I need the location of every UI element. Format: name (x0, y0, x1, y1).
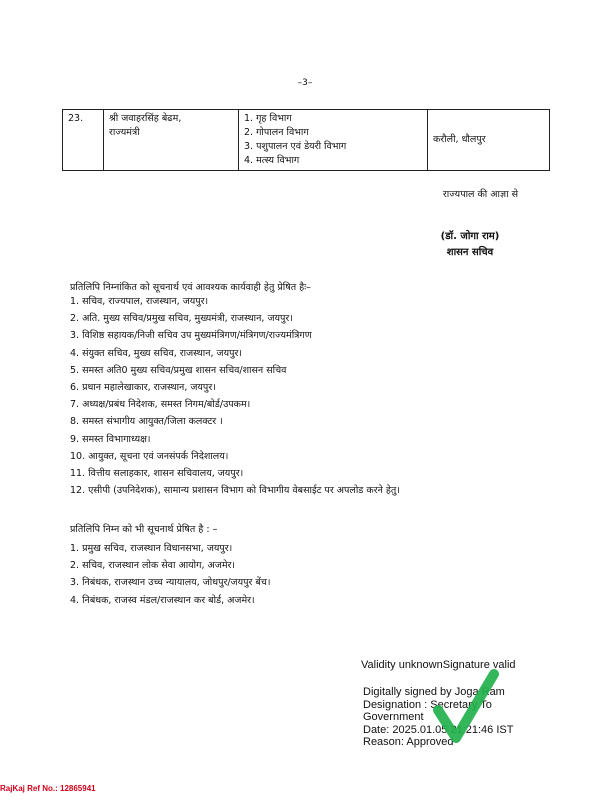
signature-line: Government (363, 711, 424, 724)
signatory-designation: शासन सचिव (446, 247, 494, 258)
minister-title: राज्यमंत्री (109, 127, 140, 138)
recipient-list (70, 293, 400, 499)
department-item: 2. गोपालन विभाग (244, 127, 309, 138)
list-item: 9. समस्त विभागाध्यक्ष। (70, 433, 151, 445)
list-item: 4. संयुक्त सचिव, मुख्य सचिव, राजस्थान, जयपुर। (70, 347, 242, 359)
department-item: 4. मत्स्य विभाग (244, 155, 300, 166)
departments-cell (239, 110, 428, 171)
list-item: 3. विशिष्ठ सहायक/निजी सचिव उप मुख्यमंत्रिगण/मंत्रिगण/राज्यमंत्रिगण (70, 330, 312, 342)
list-item: 4. निबंधक, राजस्व मंडल/राजस्थान कर बोर्ड, अजमेर। (70, 594, 255, 606)
department-item: 1. गृह विभाग (244, 113, 292, 124)
signatory (380, 229, 560, 261)
signatory-name: (डॉ. जोगा राम) (440, 231, 500, 242)
department-item: 3. पशुपालन एवं डेयरी विभाग (244, 141, 347, 152)
signature-validity: Validity unknownSignature valid (361, 659, 516, 671)
list-item: 10. आयुक्त, सूचना एवं जनसंपर्क निदेशालय। (70, 450, 229, 462)
list-item: 7. अध्यक्ष/प्रबंध निदेशक, समस्त निगम/बोर्ड/उपकम। (70, 399, 251, 411)
signature-line: Designation : Secretary To (363, 698, 492, 711)
minister-name: श्री जवाहरसिंह बेढम, (109, 113, 182, 124)
list-item: 12. एसीपी (उपनिदेशक), सामान्य प्रशासन विभाग को विभागीय वेबसाईट पर अपलोड करने हेतु। (70, 485, 400, 497)
list-item: 5. समस्त अति0 मुख्य सचिव/प्रमुख शासन सचिव/शासन सचिव (70, 364, 287, 376)
signature-line: Date: 2025.01.05 21:21:46 IST (363, 723, 514, 736)
list-item: 1. सचिव, राज्यपाल, राजस्थान, जयपुर। (70, 296, 209, 307)
copy-intro: प्रतिलिपि निम्नांकित को सूचनार्थ एवं आवश्यक कार्यवाही हेतु प्रेषित हैः– (70, 282, 311, 293)
copy2-intro: प्रतिलिपि निम्न को भी सूचनार्थ प्रेषित है : – (70, 524, 218, 535)
list-item: 2. सचिव, राजस्थान लोक सेवा आयोग, अजमेर। (70, 560, 235, 572)
allocation-table (62, 109, 550, 171)
table-row (63, 110, 550, 171)
minister-cell (104, 110, 239, 171)
list-item: 2. अति. मुख्य सचिव/प्रमुख सचिव, मुख्यमंत्री, राजस्थान, जयपुर। (70, 313, 293, 325)
page-number: –3– (297, 78, 313, 88)
checkmark-path (438, 674, 494, 738)
recipient-list-2 (70, 540, 270, 609)
list-item: 11. वित्तीय सलाहकार, शासन सचिवालय, जयपुर। (70, 467, 244, 479)
districts-cell: करौली, धौलपुर (428, 110, 550, 171)
signature-line: Reason: Approved (363, 736, 454, 749)
list-item: 8. समस्त संभागीय आयुक्त/जिला कलक्टर । (70, 416, 223, 428)
checkmark-icon (430, 668, 500, 746)
signature-line: Digitally signed by Joga Ram (363, 686, 505, 698)
list-item: 1. प्रमुख सचिव, राजस्थान विधानसभा, जयपुर। (70, 543, 233, 554)
list-item: 6. प्रधान महालेखाकार, राजस्थान, जयपुर। (70, 381, 216, 393)
order-text: राज्यपाल की आज्ञा से (442, 189, 518, 200)
serial-cell: 23. (63, 110, 104, 171)
list-item: 3. निबंधक, राजस्थान उच्च न्यायालय, जोधपुर/जयपुर बेंच। (70, 577, 271, 589)
ref-number: RajKaj Ref No.: 12865941 (0, 784, 96, 793)
